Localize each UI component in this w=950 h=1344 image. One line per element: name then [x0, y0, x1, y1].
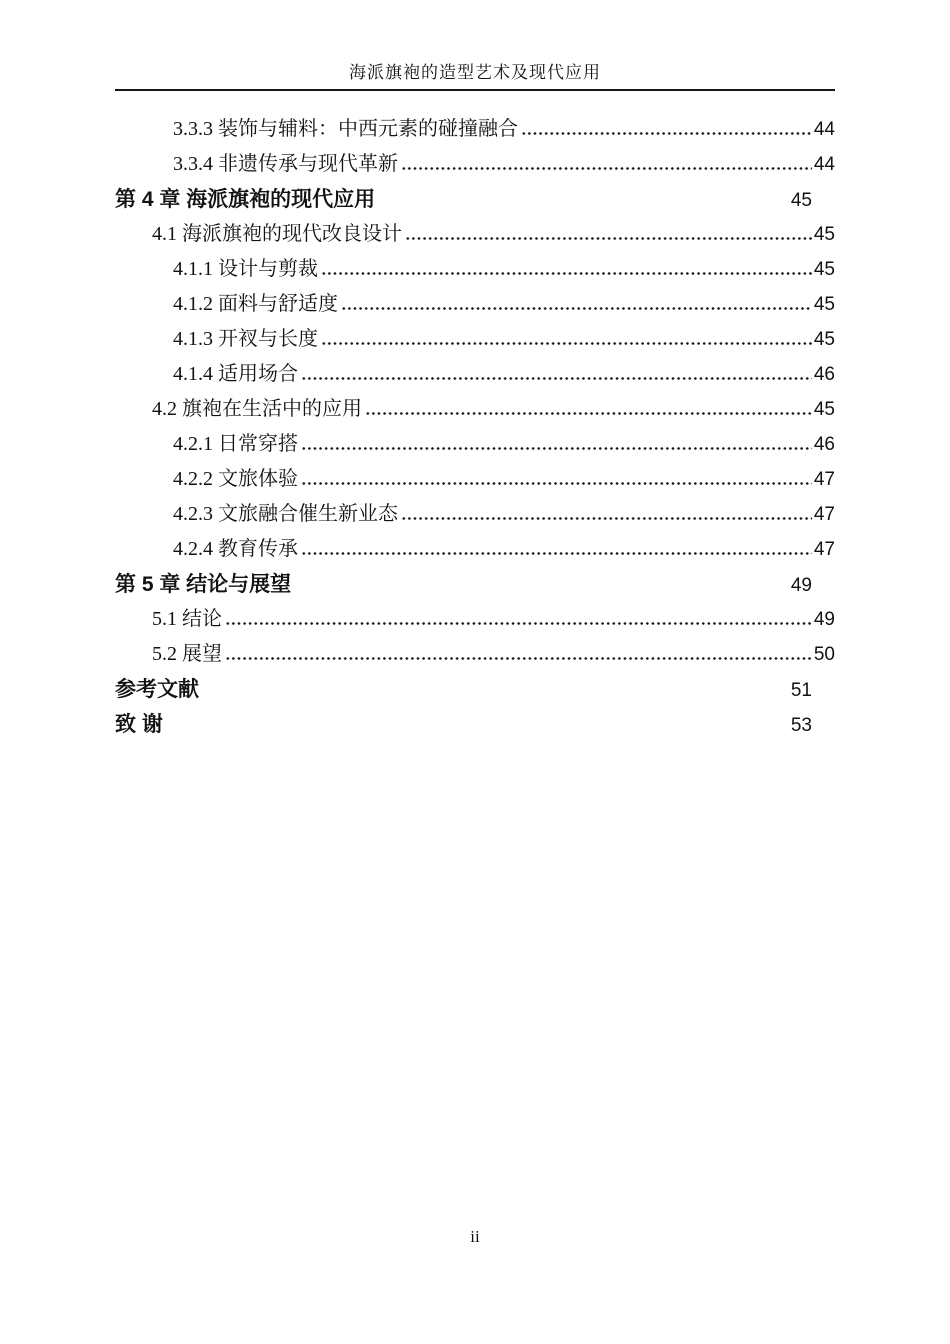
dot-leader: [405, 237, 812, 240]
toc-entry-page-number: 45: [813, 224, 835, 245]
toc-entry-page-number: 45: [813, 259, 835, 280]
toc-entry-title: 4.1 海派旗袍的现代改良设计: [152, 223, 402, 245]
dot-leader: [301, 447, 812, 450]
dot-leader: [401, 167, 812, 170]
toc-entry-page-number: 50: [813, 644, 835, 665]
toc-entry-title: 4.1.3 开衩与长度: [173, 328, 318, 350]
toc-chapter-entry[interactable]: [115, 567, 835, 602]
toc-entry-title: 4.1.2 面料与舒适度: [173, 293, 338, 315]
toc-entry-page-number: 44: [813, 154, 835, 175]
toc-chapter-entry[interactable]: [115, 707, 835, 742]
toc-entry-page-number: 46: [813, 364, 835, 385]
toc-entry-title: 4.2.3 文旅融合催生新业态: [173, 503, 398, 525]
toc-entry-title: 5.1 结论: [152, 608, 222, 630]
toc-entry[interactable]: [115, 252, 835, 287]
toc-entry-page-number: 47: [813, 469, 835, 490]
running-header: [115, 58, 835, 91]
page-footer: [0, 1227, 950, 1247]
toc-entry[interactable]: [115, 637, 835, 672]
toc-entry-page-number: 53: [790, 715, 812, 736]
toc-entry-page-number: 47: [813, 539, 835, 560]
toc-chapter-entry[interactable]: [115, 182, 835, 217]
running-header-title: 海派旗袍的造型艺术及现代应用: [349, 63, 601, 82]
toc-entry-page-number: 44: [813, 119, 835, 140]
dot-leader: [365, 412, 812, 415]
toc-entry-title: 第 4 章 海派旗袍的现代应用: [115, 188, 376, 211]
toc-entry[interactable]: [115, 287, 835, 322]
toc-entry-page-number: 51: [790, 680, 812, 701]
toc-entry-page-number: 45: [813, 329, 835, 350]
toc-entry[interactable]: [115, 427, 835, 462]
toc-entry-title: 5.2 展望: [152, 643, 222, 665]
dot-leader: [301, 552, 812, 555]
toc-entry-page-number: 49: [790, 575, 812, 596]
toc-entry[interactable]: [115, 532, 835, 567]
dot-leader: [301, 482, 812, 485]
dot-leader: [401, 517, 812, 520]
dot-leader: [225, 622, 812, 625]
toc-entry-title: 参考文献: [115, 678, 199, 701]
toc-entry[interactable]: [115, 602, 835, 637]
toc-entry-page-number: 46: [813, 434, 835, 455]
toc-entry-title: 4.1.4 适用场合: [173, 363, 298, 385]
toc-entry[interactable]: [115, 392, 835, 427]
toc-entry[interactable]: [115, 497, 835, 532]
toc-entry-page-number: 47: [813, 504, 835, 525]
table-of-contents: [115, 112, 835, 742]
dot-leader: [341, 307, 812, 310]
toc-entry-title: 3.3.3 装饰与辅料：中西元素的碰撞融合: [173, 118, 518, 140]
toc-entry-title: 4.1.1 设计与剪裁: [173, 258, 318, 280]
footer-page-number: ii: [470, 1227, 480, 1246]
toc-entry[interactable]: [115, 147, 835, 182]
toc-entry-title: 致 谢: [115, 713, 163, 736]
toc-entry-page-number: 49: [813, 609, 835, 630]
toc-entry-title: 4.2.4 教育传承: [173, 538, 298, 560]
toc-chapter-entry[interactable]: [115, 672, 835, 707]
toc-entry-title: 4.2.1 日常穿搭: [173, 433, 298, 455]
dot-leader: [321, 342, 812, 345]
toc-entry-title: 3.3.4 非遗传承与现代革新: [173, 153, 398, 175]
toc-entry[interactable]: [115, 217, 835, 252]
dot-leader: [521, 132, 812, 135]
dot-leader: [321, 272, 812, 275]
dot-leader: [301, 377, 812, 380]
toc-entry[interactable]: [115, 462, 835, 497]
toc-entry-page-number: 45: [790, 190, 812, 211]
toc-entry[interactable]: [115, 112, 835, 147]
toc-entry-title: 第 5 章 结论与展望: [115, 573, 292, 596]
toc-entry[interactable]: [115, 322, 835, 357]
dot-leader: [225, 657, 812, 660]
toc-entry-title: 4.2 旗袍在生活中的应用: [152, 398, 362, 420]
toc-entry-title: 4.2.2 文旅体验: [173, 468, 298, 490]
toc-entry[interactable]: [115, 357, 835, 392]
toc-entry-page-number: 45: [813, 399, 835, 420]
toc-entry-page-number: 45: [813, 294, 835, 315]
